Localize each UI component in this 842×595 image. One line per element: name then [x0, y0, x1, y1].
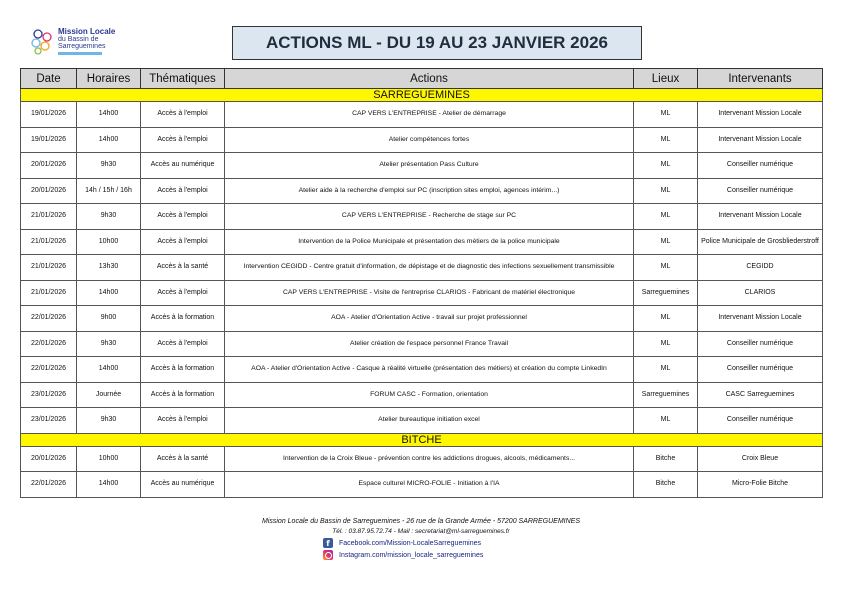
logo [30, 26, 140, 62]
facebook-icon: f [323, 538, 333, 548]
header-row [21, 69, 823, 89]
cell-place: ML [634, 331, 698, 357]
footer-address: Mission Locale du Bassin de Sarreguemines - 26 rue de la Grande Armée - 57200 SARREGUEMINES [261, 518, 580, 525]
cell-theme: Accès à l'emploi [141, 331, 225, 357]
cell-place: ML [634, 153, 698, 179]
footer [0, 516, 842, 561]
cell-place: ML [634, 255, 698, 281]
cell-date: 22/01/2026 [21, 331, 77, 357]
cell-date: 21/01/2026 [21, 229, 77, 255]
cell-theme: Accès à l'emploi [141, 204, 225, 230]
instagram-icon [323, 550, 333, 560]
cell-time: 9h00 [77, 306, 141, 332]
cell-speaker: Police Municipale de Grosbliederstroff [698, 229, 823, 255]
cell-speaker: Croix Bleue [698, 446, 823, 472]
cell-action: FORUM CASC - Formation, orientation [225, 382, 634, 408]
cell-place: Bitche [634, 472, 698, 498]
cell-speaker: CLARIOS [698, 280, 823, 306]
cell-place: ML [634, 408, 698, 434]
logo-text: Mission Locale du Bassin de Sarreguemines [58, 27, 116, 50]
cell-date: 21/01/2026 [21, 255, 77, 281]
cell-date: 22/01/2026 [21, 306, 77, 332]
header-actions: Actions [225, 69, 634, 89]
cell-date: 19/01/2026 [21, 127, 77, 153]
cell-time: 9h30 [77, 331, 141, 357]
cell-place: ML [634, 306, 698, 332]
title-box [232, 26, 642, 60]
cell-time: 9h30 [77, 408, 141, 434]
cell-place: ML [634, 178, 698, 204]
table-row [21, 204, 823, 230]
logo-circles-icon [30, 28, 56, 56]
table-row [21, 357, 823, 383]
header-intervenants: Intervenants [698, 69, 823, 89]
table-row [21, 306, 823, 332]
cell-theme: Accès à la santé [141, 255, 225, 281]
instagram-line [0, 549, 842, 561]
cell-theme: Accès à la formation [141, 357, 225, 383]
cell-date: 20/01/2026 [21, 178, 77, 204]
cell-action: Atelier présentation Pass Culture [225, 153, 634, 179]
cell-theme: Accès à l'emploi [141, 178, 225, 204]
footer-contact: Tél. : 03.87.95.72.74 - Mail : secretariat@ml-sarreguemines.fr [332, 528, 510, 535]
cell-action: Atelier compétences fortes [225, 127, 634, 153]
cell-theme: Accès à l'emploi [141, 408, 225, 434]
cell-time: 14h00 [77, 472, 141, 498]
facebook-link[interactable]: Facebook.com/Mission-LocaleSarreguemines [339, 539, 482, 547]
cell-date: 23/01/2026 [21, 382, 77, 408]
table-row [21, 446, 823, 472]
cell-time: 13h30 [77, 255, 141, 281]
cell-speaker: Conseiller numérique [698, 408, 823, 434]
cell-time: 14h00 [77, 357, 141, 383]
cell-action: CAP VERS L'ENTREPRISE - Atelier de démarrage [225, 102, 634, 128]
cell-action: CAP VERS L'ENTREPRISE - Visite de l'entreprise CLARIOS - Fabricant de matériel électronique [225, 280, 634, 306]
cell-date: 21/01/2026 [21, 204, 77, 230]
cell-time: 14h / 15h / 16h [77, 178, 141, 204]
cell-time: 9h30 [77, 204, 141, 230]
cell-theme: Accès à l'emploi [141, 280, 225, 306]
cell-theme: Accès à l'emploi [141, 229, 225, 255]
cell-action: Intervention de la Croix Bleue - prévention contre les addictions drogues, alcools, médicaments... [225, 446, 634, 472]
cell-action: Atelier création de l'espace personnel France Travail [225, 331, 634, 357]
table-row [21, 331, 823, 357]
section-title: SARREGUEMINES [21, 89, 823, 102]
cell-time: 14h00 [77, 280, 141, 306]
cell-place: Sarreguemines [634, 280, 698, 306]
cell-date: 20/01/2026 [21, 446, 77, 472]
table-row [21, 280, 823, 306]
logo-bar [58, 52, 102, 55]
cell-speaker: Intervenant Mission Locale [698, 102, 823, 128]
cell-place: ML [634, 357, 698, 383]
schedule-table [20, 68, 823, 498]
cell-speaker: Conseiller numérique [698, 331, 823, 357]
table-row [21, 382, 823, 408]
cell-action: Intervention CEGIDD - Centre gratuit d'information, de dépistage et de diagnostic des infections sexuellement transmissible [225, 255, 634, 281]
cell-speaker: Intervenant Mission Locale [698, 204, 823, 230]
header-horaires: Horaires [77, 69, 141, 89]
cell-speaker: Conseiller numérique [698, 153, 823, 179]
cell-time: 10h00 [77, 229, 141, 255]
table-row [21, 255, 823, 281]
section-row [21, 89, 823, 102]
cell-place: Bitche [634, 446, 698, 472]
table-row [21, 408, 823, 434]
cell-speaker: CASC Sarreguemines [698, 382, 823, 408]
table-row [21, 102, 823, 128]
section-title: BITCHE [21, 433, 823, 446]
cell-place: ML [634, 127, 698, 153]
page-title: ACTIONS ML - DU 19 AU 23 JANVIER 2026 [266, 33, 608, 52]
cell-action: Atelier bureautique initiation excel [225, 408, 634, 434]
cell-theme: Accès à l'emploi [141, 102, 225, 128]
table-row [21, 229, 823, 255]
cell-speaker: Intervenant Mission Locale [698, 127, 823, 153]
table-row [21, 153, 823, 179]
instagram-link[interactable]: Instagram.com/mission_locale_sarreguemines [339, 551, 484, 559]
cell-action: Espace culturel MICRO-FOLIE - Initiation à l'IA [225, 472, 634, 498]
table-row [21, 178, 823, 204]
cell-time: 14h00 [77, 127, 141, 153]
cell-action: AOA - Atelier d'Orientation Active - Casque à réalité virtuelle (présentation des métiers) et création du compte LinkedIn [225, 357, 634, 383]
cell-place: ML [634, 229, 698, 255]
header-lieux: Lieux [634, 69, 698, 89]
cell-time: 10h00 [77, 446, 141, 472]
cell-theme: Accès au numérique [141, 472, 225, 498]
header-date: Date [21, 69, 77, 89]
cell-time: 14h00 [77, 102, 141, 128]
cell-speaker: Conseiller numérique [698, 178, 823, 204]
cell-action: Atelier aide à la recherche d'emploi sur PC (inscription sites emploi, agences intérim...) [225, 178, 634, 204]
cell-date: 22/01/2026 [21, 472, 77, 498]
table-row [21, 127, 823, 153]
cell-action: AOA - Atelier d'Orientation Active - travail sur projet professionnel [225, 306, 634, 332]
table-row [21, 472, 823, 498]
facebook-line [0, 537, 842, 549]
cell-speaker: Conseiller numérique [698, 357, 823, 383]
cell-date: 21/01/2026 [21, 280, 77, 306]
cell-speaker: Intervenant Mission Locale [698, 306, 823, 332]
cell-date: 20/01/2026 [21, 153, 77, 179]
cell-theme: Accès à la formation [141, 382, 225, 408]
cell-speaker: CEGIDD [698, 255, 823, 281]
cell-time: 9h30 [77, 153, 141, 179]
cell-date: 23/01/2026 [21, 408, 77, 434]
cell-action: CAP VERS L'ENTREPRISE - Recherche de stage sur PC [225, 204, 634, 230]
cell-time: Journée [77, 382, 141, 408]
cell-theme: Accès à l'emploi [141, 127, 225, 153]
cell-place: Sarreguemines [634, 382, 698, 408]
cell-theme: Accès à la santé [141, 446, 225, 472]
header-thematiques: Thématiques [141, 69, 225, 89]
cell-place: ML [634, 102, 698, 128]
cell-date: 19/01/2026 [21, 102, 77, 128]
cell-theme: Accès au numérique [141, 153, 225, 179]
cell-place: ML [634, 204, 698, 230]
cell-date: 22/01/2026 [21, 357, 77, 383]
cell-action: Intervention de la Police Municipale et présentation des métiers de la police municipale [225, 229, 634, 255]
section-row [21, 433, 823, 446]
cell-theme: Accès à la formation [141, 306, 225, 332]
cell-speaker: Micro-Folie Bitche [698, 472, 823, 498]
